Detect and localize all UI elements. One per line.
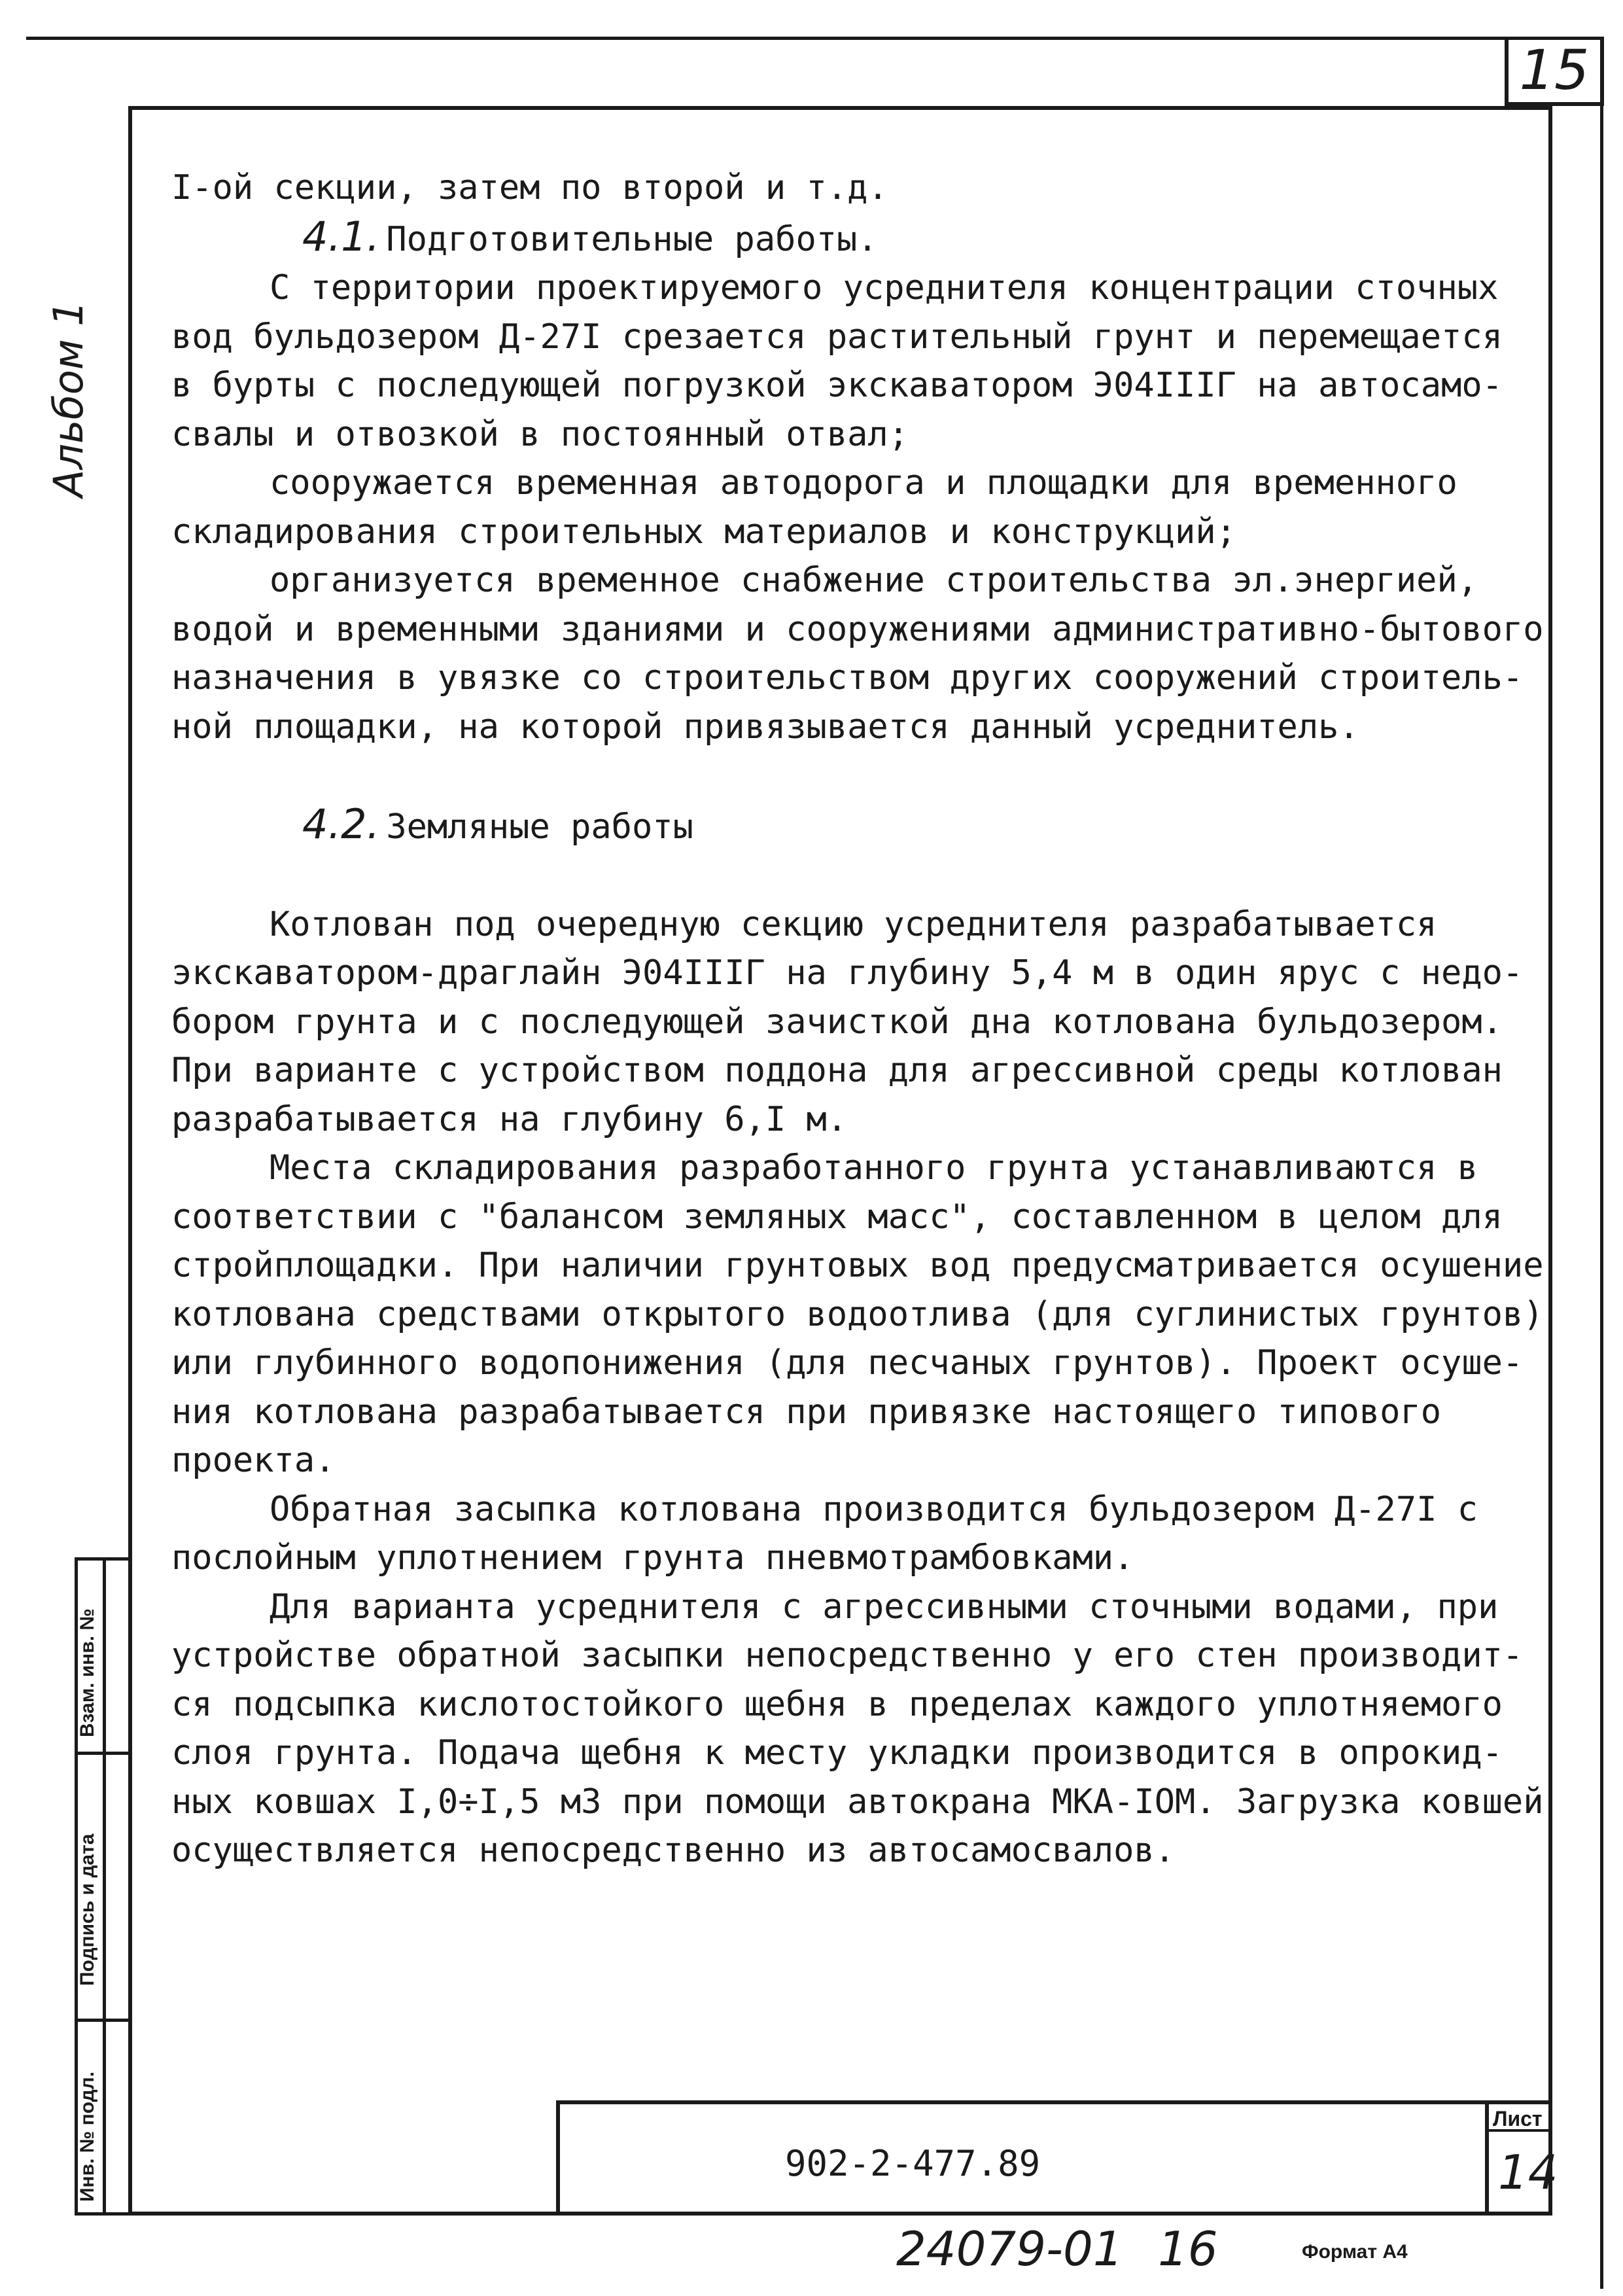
- page-number: 15: [1505, 38, 1604, 106]
- text-line: Места складирования разработанного грунта устанавливаются в: [270, 1148, 1478, 1188]
- document-code: 902-2-477.89: [785, 2143, 1041, 2184]
- text-line: [171, 751, 1532, 800]
- title-block: [556, 2100, 1552, 2216]
- text-line: ной площадки, на которой привязывается данный усреднитель.: [171, 707, 1359, 747]
- footer-copy-number: 16: [1158, 2221, 1218, 2276]
- text-line: проекта.: [171, 1441, 336, 1480]
- text-line: стройплощадки. При наличии грунтовых вод предусматривается осушение: [171, 1246, 1544, 1285]
- text-line: послойным уплотнением грунта пневмотрамбовками.: [171, 1538, 1134, 1578]
- text-line: разрабатывается на глубину 6,I м.: [171, 1099, 848, 1139]
- text-line: ния котлована разрабатывается при привязке настоящего типового: [171, 1392, 1442, 1432]
- text-line: При варианте с устройством поддона для агрессивной среды котлован: [171, 1051, 1503, 1090]
- top-rule: [26, 37, 1604, 40]
- text-line: свалы и отвозкой в постоянный отвал;: [171, 414, 909, 454]
- section-number: 4.2.: [302, 800, 380, 848]
- text-line: или глубинного водопонижения (для песчаных грунтов). Проект осуше-: [171, 1343, 1524, 1383]
- text-line: Обратная засыпка котлована производится бульдозером Д-27I с: [270, 1489, 1478, 1529]
- body-text: [171, 164, 1544, 1875]
- text-line: осуществляется непосредственно из автосамосвалов.: [171, 1831, 1176, 1870]
- text-line: организуется временное снабжение строительства эл.энергией,: [270, 561, 1478, 600]
- text-line: бором грунта и с последующей зачисткой дна котлована бульдозером.: [171, 1002, 1503, 1042]
- section-title: Земляные работы: [386, 807, 693, 847]
- text-line: [171, 851, 1532, 900]
- section-number: 4.1.: [302, 212, 380, 260]
- text-line: соответствии с "балансом земляных масс", составленном в целом для: [171, 1197, 1503, 1237]
- text-line: экскаватором-драглайн Э04IIIГ на глубину 5,4 м в один ярус с недо-: [171, 953, 1524, 993]
- text-line: сооружается временная автодорога и площадки для временного: [270, 463, 1457, 503]
- text-line: устройстве обратной засыпки непосредственно у его стен производит-: [171, 1636, 1524, 1675]
- text-line: ся подсыпка кислотостойкого щебня в пределах каждого уплотняемого: [171, 1684, 1503, 1724]
- text-line: С территории проектируемого усреднителя концентрации сточных: [270, 268, 1499, 308]
- text-line: в бурты с последующей погрузкой экскаватором Э04IIIГ на автосамо-: [171, 366, 1503, 405]
- text-line: назначения в увязке со строительством других сооружений строитель-: [171, 658, 1524, 698]
- stamp-divider: [103, 1561, 106, 2212]
- text-line: котлована средствами открытого водоотлива (для суглинистых грунтов): [171, 1294, 1544, 1334]
- text-line: Котлован под очередную секцию усреднителя разрабатывается: [270, 904, 1437, 944]
- text-line: вод бульдозером Д-27I срезается растительный грунт и перемещается: [171, 317, 1503, 357]
- section-heading: [171, 213, 1532, 264]
- text-line: слоя грунта. Подача щебня к месту укладки производится в опрокид-: [171, 1733, 1503, 1773]
- format-label: Формат А4: [1302, 2241, 1408, 2263]
- stamp-podpis-data: Подпись и дата: [77, 1833, 98, 1986]
- stamp-inv-podl: Инв. № подл.: [77, 2071, 98, 2202]
- text-line: ных ковшах I,0÷I,5 м3 при помощи автокрана МКА-IOM. Загрузка ковшей: [171, 1782, 1544, 1822]
- section-heading: [171, 800, 1532, 852]
- sheet-label: Лист: [1493, 2107, 1543, 2130]
- stamp-divider: [78, 2019, 129, 2022]
- sheet-number: 14: [1498, 2145, 1558, 2200]
- stamp-divider: [78, 1752, 129, 1755]
- section-title: Подготовительные работы.: [386, 219, 878, 259]
- text-line: водой и временными зданиями и сооружениями административно-бытового: [171, 609, 1544, 649]
- text-line: I-ой секции, затем по второй и т.д.: [171, 168, 888, 207]
- stamp-vzam-inv: Взам. инв. №: [77, 1608, 98, 1737]
- text-line: Для варианта усреднителя с агрессивными сточными водами, при: [270, 1587, 1499, 1627]
- text-line: складирования строительных материалов и конструкций;: [171, 512, 1236, 552]
- approval-stamp: [75, 1557, 132, 2216]
- footer-number: 24079-01: [896, 2221, 1123, 2276]
- right-rule: [1600, 38, 1603, 2289]
- album-label: Альбом 1: [44, 300, 92, 497]
